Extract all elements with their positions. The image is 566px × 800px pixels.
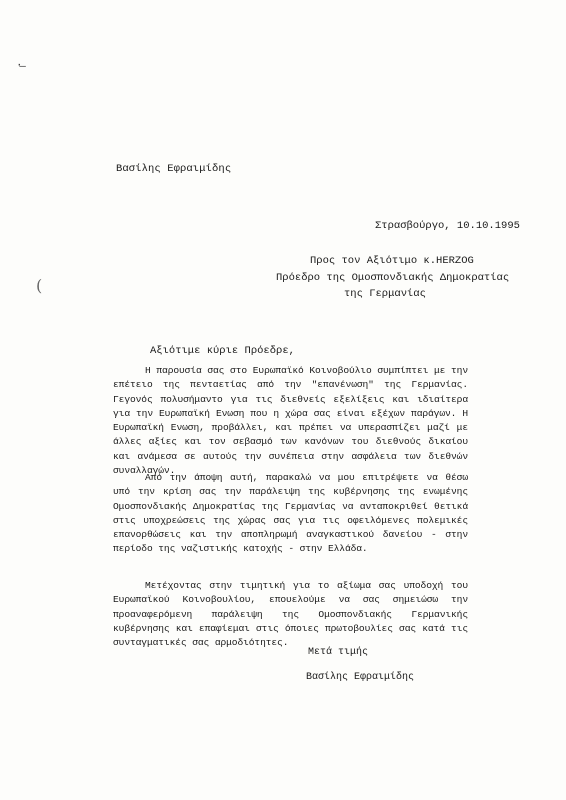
recipient-line-1: Προς τον Αξιότιμο κ.HERZOG: [310, 255, 474, 267]
body-paragraph-1: Η παρουσία σας στο Ευρωπαϊκό Κοινοβούλιο συμπίπτει με την επέτειο της πενταετίας από την "επανένωση" της Γερμανίας. Γεγονός πολυσήμαντο για τις διεθνείς εξελίξεις και ιδιαίτερα για την Ευρωπαϊκή Ενωση που η χώρα σας είναι εξέχων παράγων. Η Ευρωπαϊκή Ενωση, προβάλλει, και πρέπει να υπερασπίζει μαζί με άλλες αξίες και τον σεβασμό των κανόνων του διεθνούς δικαίου και ανάμεσα σε αυτούς την συνέπεια στην ασφάλεια των διεθνών συναλλαγών.: [113, 365, 468, 477]
recipient-line-3: της Γερμανίας: [344, 288, 426, 300]
place-date: Στρασβούργο, 10.10.1995: [375, 220, 520, 232]
body-paragraph-2: Από την άποψη αυτή, παρακαλώ να μου επιτρέψετε να θέσω υπό την κρίση σας την παράλειψη της κυβέρνησης της ενωμένης Ομοσπονδιακής Δημοκρατίας της Γερμανίας να ανταποκριθεί θετικά στις υποχρεώσεις της χώρας σας για τις οφειλόμενες πολεμικές επανορθώσεις και την αποπληρωμή αναγκαστικού δανείου - στην περίοδο της ναζιστικής κατοχής - στην Ελλάδα.: [113, 472, 468, 555]
closing: Μετά τιμής: [308, 647, 369, 658]
sender-name: Βασίλης Εφραιμίδης: [116, 163, 232, 175]
recipient-line-2: Πρόεδρο της Ομοσπονδιακής Δημοκρατίας: [276, 271, 510, 284]
margin-mark: ·̶: [16, 60, 23, 72]
body-paragraph-3: Μετέχοντας στην τιμητική για το αξίωμα σας υποδοχή του Ευρωπαϊκού Κοινοβουλίου, επουελούμε να σας σημειώσω την προαναφερόμενη παράλειψη της Ομοσπονδιακής Γερμανικής κυβέρνησης και επαφίεμαι στις όποιες πρωτοβουλίες σας κατά τις συνταγματικές σας αρμοδιότητες.: [113, 580, 468, 649]
hole-punch-mark: (: [36, 276, 43, 295]
salutation: Αξιότιμε κύριε Πρόεδρε,: [150, 345, 295, 357]
signature-name: Βασίλης Εφραιμίδης: [306, 672, 415, 683]
